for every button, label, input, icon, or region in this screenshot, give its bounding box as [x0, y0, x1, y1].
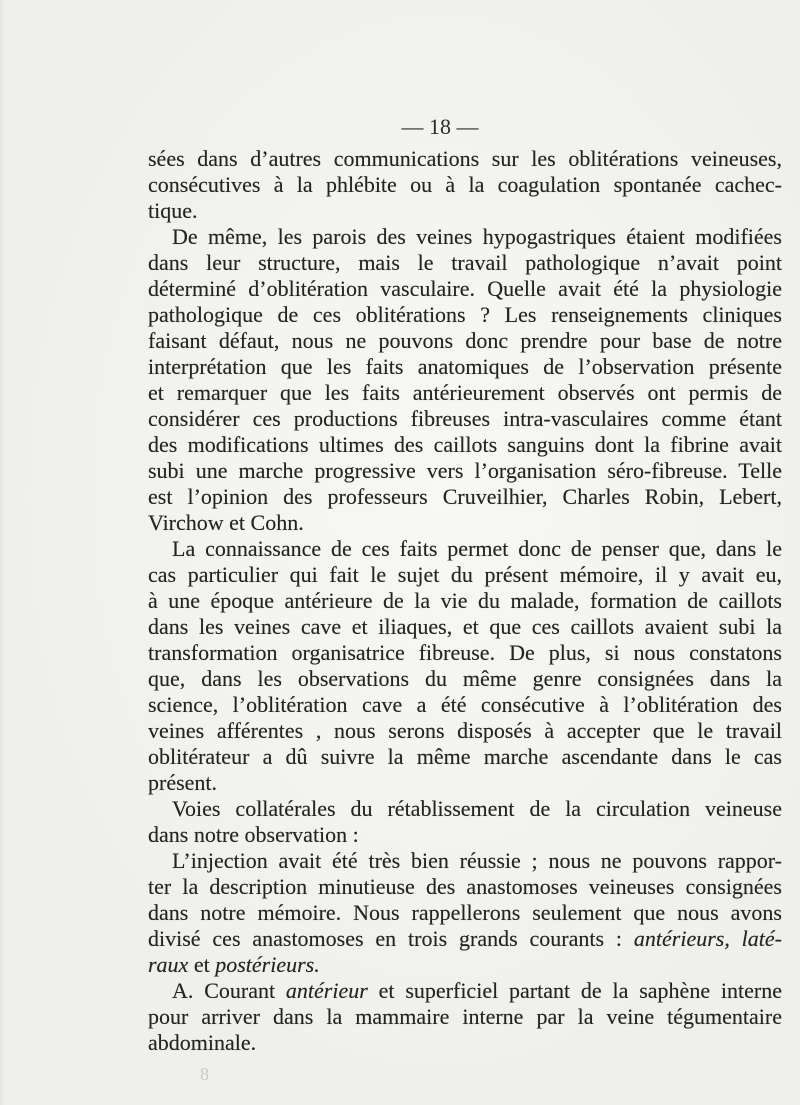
text-line: présent.: [148, 770, 218, 795]
signature-mark: 8: [200, 1064, 209, 1084]
text-segment: et: [188, 952, 216, 977]
text-line: à une époque antérieure de la vie du malade, formation de caillots: [148, 588, 782, 613]
text-line: veines afférentes , nous serons disposés à accepter que le travail: [148, 718, 782, 743]
text-segment: A. Courant: [172, 978, 286, 1003]
italic-text: raux: [148, 952, 189, 977]
text-line: des modifications ultimes des caillots sanguins dont la fibrine avait: [148, 432, 782, 457]
text-line: cas particulier qui fait le sujet du présent mémoire, il y avait eu,: [148, 562, 782, 587]
text-line: dans les veines cave et iliaques, et que ces caillots avaient subi la: [148, 614, 782, 639]
paragraph: [148, 978, 782, 1056]
page-number: — 18 —: [401, 114, 479, 139]
text-line: tique.: [148, 198, 198, 223]
text-line: subi une marche progressive vers l’organisation séro-fibreuse. Telle: [148, 458, 782, 483]
text-line: consécutives à la phlébite ou à la coagulation spontanée cachec-: [148, 172, 782, 197]
text-line: abdominale.: [148, 1030, 257, 1055]
text-line: faisant défaut, nous ne pouvons donc prendre pour base de notre: [148, 328, 782, 353]
text-line: que, dans les observations du même genre consignées dans la: [148, 666, 782, 691]
text-line: déterminé d’oblitération vasculaire. Quelle avait été la physiologie: [148, 276, 782, 301]
text-line: sées dans d’autres communications sur les oblitérations veineuses,: [148, 146, 782, 171]
text-line: pathologique de ces oblitérations ? Les renseignements cliniques: [148, 302, 782, 327]
text-line: ter la description minutieuse des anastomoses veineuses consignées: [148, 874, 782, 899]
text-line: De même, les parois des veines hypogastriques étaient modifiées: [172, 224, 782, 249]
text-line: transformation organisatrice fibreuse. De plus, si nous constatons: [148, 640, 782, 665]
paragraph: [148, 848, 782, 978]
text-line: L’injection avait été très bien réussie ; nous ne pouvons rappor-: [172, 848, 782, 873]
text-line: est l’opinion des professeurs Cruveilhier, Charles Robin, Lebert,: [148, 484, 782, 509]
italic-text: antérieurs, laté-: [633, 926, 783, 951]
text-line: et remarquer que les faits antérieurement observés ont permis de: [148, 380, 782, 405]
paragraph: [148, 224, 782, 536]
text-line: La connaissance de ces faits permet donc de penser que, dans le: [172, 536, 782, 561]
text-line: [148, 952, 782, 978]
text-line: [148, 926, 782, 952]
text-line: dans notre observation :: [148, 822, 359, 847]
text-line: science, l’oblitération cave a été consécutive à l’oblitération des: [148, 692, 782, 717]
text-line: dans leur structure, mais le travail pathologique n’avait point: [148, 250, 782, 275]
paragraph: [148, 146, 782, 224]
text-line: dans notre mémoire. Nous rappellerons seulement que nous avons: [148, 900, 782, 925]
italic-text: antérieur: [285, 978, 368, 1003]
text-line: interprétation que les faits anatomiques de l’observation présente: [148, 354, 782, 379]
text-line: pour arriver dans la mammaire interne par la veine tégumentaire: [148, 1004, 782, 1029]
body-text: [148, 146, 782, 1056]
text-line: [148, 978, 782, 1004]
italic-text: postérieurs.: [215, 952, 320, 977]
paragraph: [148, 536, 782, 796]
text-segment: divisé ces anastomoses en trois grands courants :: [148, 926, 634, 951]
paragraph: [148, 796, 782, 848]
text-segment: et superficiel partant de la saphène interne: [367, 978, 782, 1003]
text-line: Virchow et Cohn.: [148, 510, 304, 535]
text-line: oblitérateur a dû suivre la même marche ascendante dans le cas: [148, 744, 782, 769]
text-line: Voies collatérales du rétablissement de la circulation veineuse: [172, 796, 782, 821]
text-line: considérer ces productions fibreuses intra-vasculaires comme étant: [148, 406, 782, 431]
